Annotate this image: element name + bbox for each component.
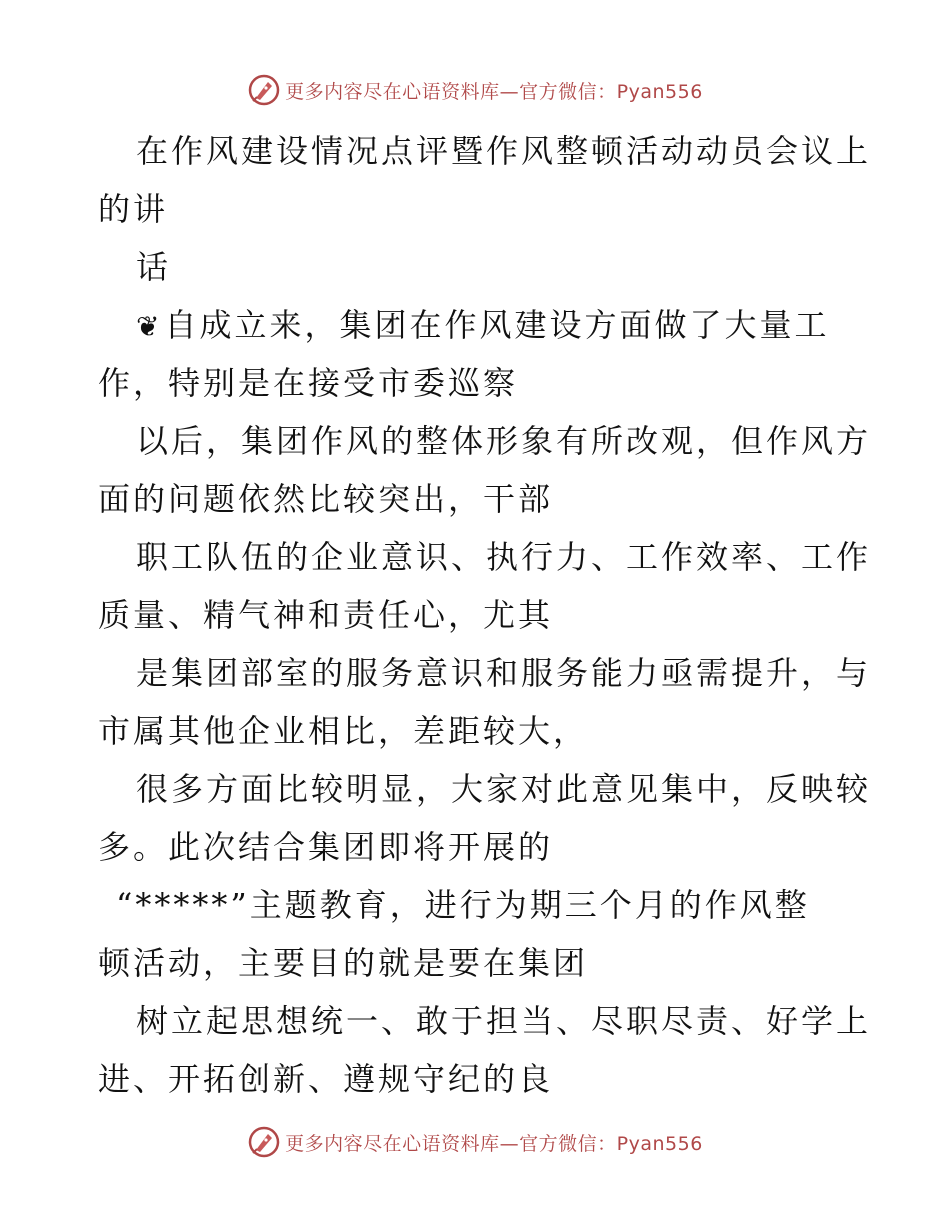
watermark-text: 更多内容尽在心语资料库—官方微信：Pyan556 bbox=[285, 80, 703, 103]
footer-watermark bbox=[0, 1122, 950, 1162]
paragraph-line: 顿活动，主要目的就是要在集团 bbox=[98, 944, 589, 982]
watermark-text: 更多内容尽在心语资料库—官方微信：Pyan556 bbox=[285, 1132, 703, 1155]
paragraph-line: 很多方面比较明显，大家对此意见集中，反映较 bbox=[136, 770, 872, 808]
paragraph-line: 树立起思想统一、敢于担当、尽职尽责、好学上 bbox=[136, 1002, 872, 1040]
paragraph-line: 市属其他企业相比，差距较大， bbox=[98, 712, 589, 750]
paragraph-line: 进、开拓创新、遵规守纪的良 bbox=[98, 1060, 554, 1098]
title-line-3: 话 bbox=[136, 248, 172, 286]
paragraph-line: 多。此次结合集团即将开展的 bbox=[98, 828, 554, 866]
title-line-2: 的讲 bbox=[98, 190, 169, 228]
paragraph-line: 作，特别是在接受市委巡察 bbox=[98, 364, 519, 402]
header-watermark bbox=[0, 70, 950, 110]
paragraph-line: 以后，集团作风的整体形象有所改观，但作风方 bbox=[136, 422, 872, 460]
title-line-1: 在作风建设情况点评暨作风整顿活动动员会议上 bbox=[136, 132, 872, 170]
paragraph-line: 职工队伍的企业意识、执行力、工作效率、工作 bbox=[136, 538, 872, 576]
paragraph-line: “*****”主题教育，进行为期三个月的作风整 bbox=[116, 886, 810, 924]
paragraph-line: 是集团部室的服务意识和服务能力亟需提升，与 bbox=[136, 654, 872, 692]
paragraph-text: 自成立来，集团在作风建设方面做了大量工 bbox=[164, 306, 830, 344]
pen-nib-logo-icon bbox=[247, 73, 281, 107]
document-body bbox=[98, 122, 872, 1108]
paragraph-line: 面的问题依然比较突出，干部 bbox=[98, 480, 554, 518]
pen-nib-logo-icon bbox=[247, 1125, 281, 1159]
floral-heart-icon: ❦ bbox=[136, 310, 163, 343]
paragraph-line bbox=[98, 296, 858, 354]
paragraph-line: 质量、精气神和责任心，尤其 bbox=[98, 596, 554, 634]
